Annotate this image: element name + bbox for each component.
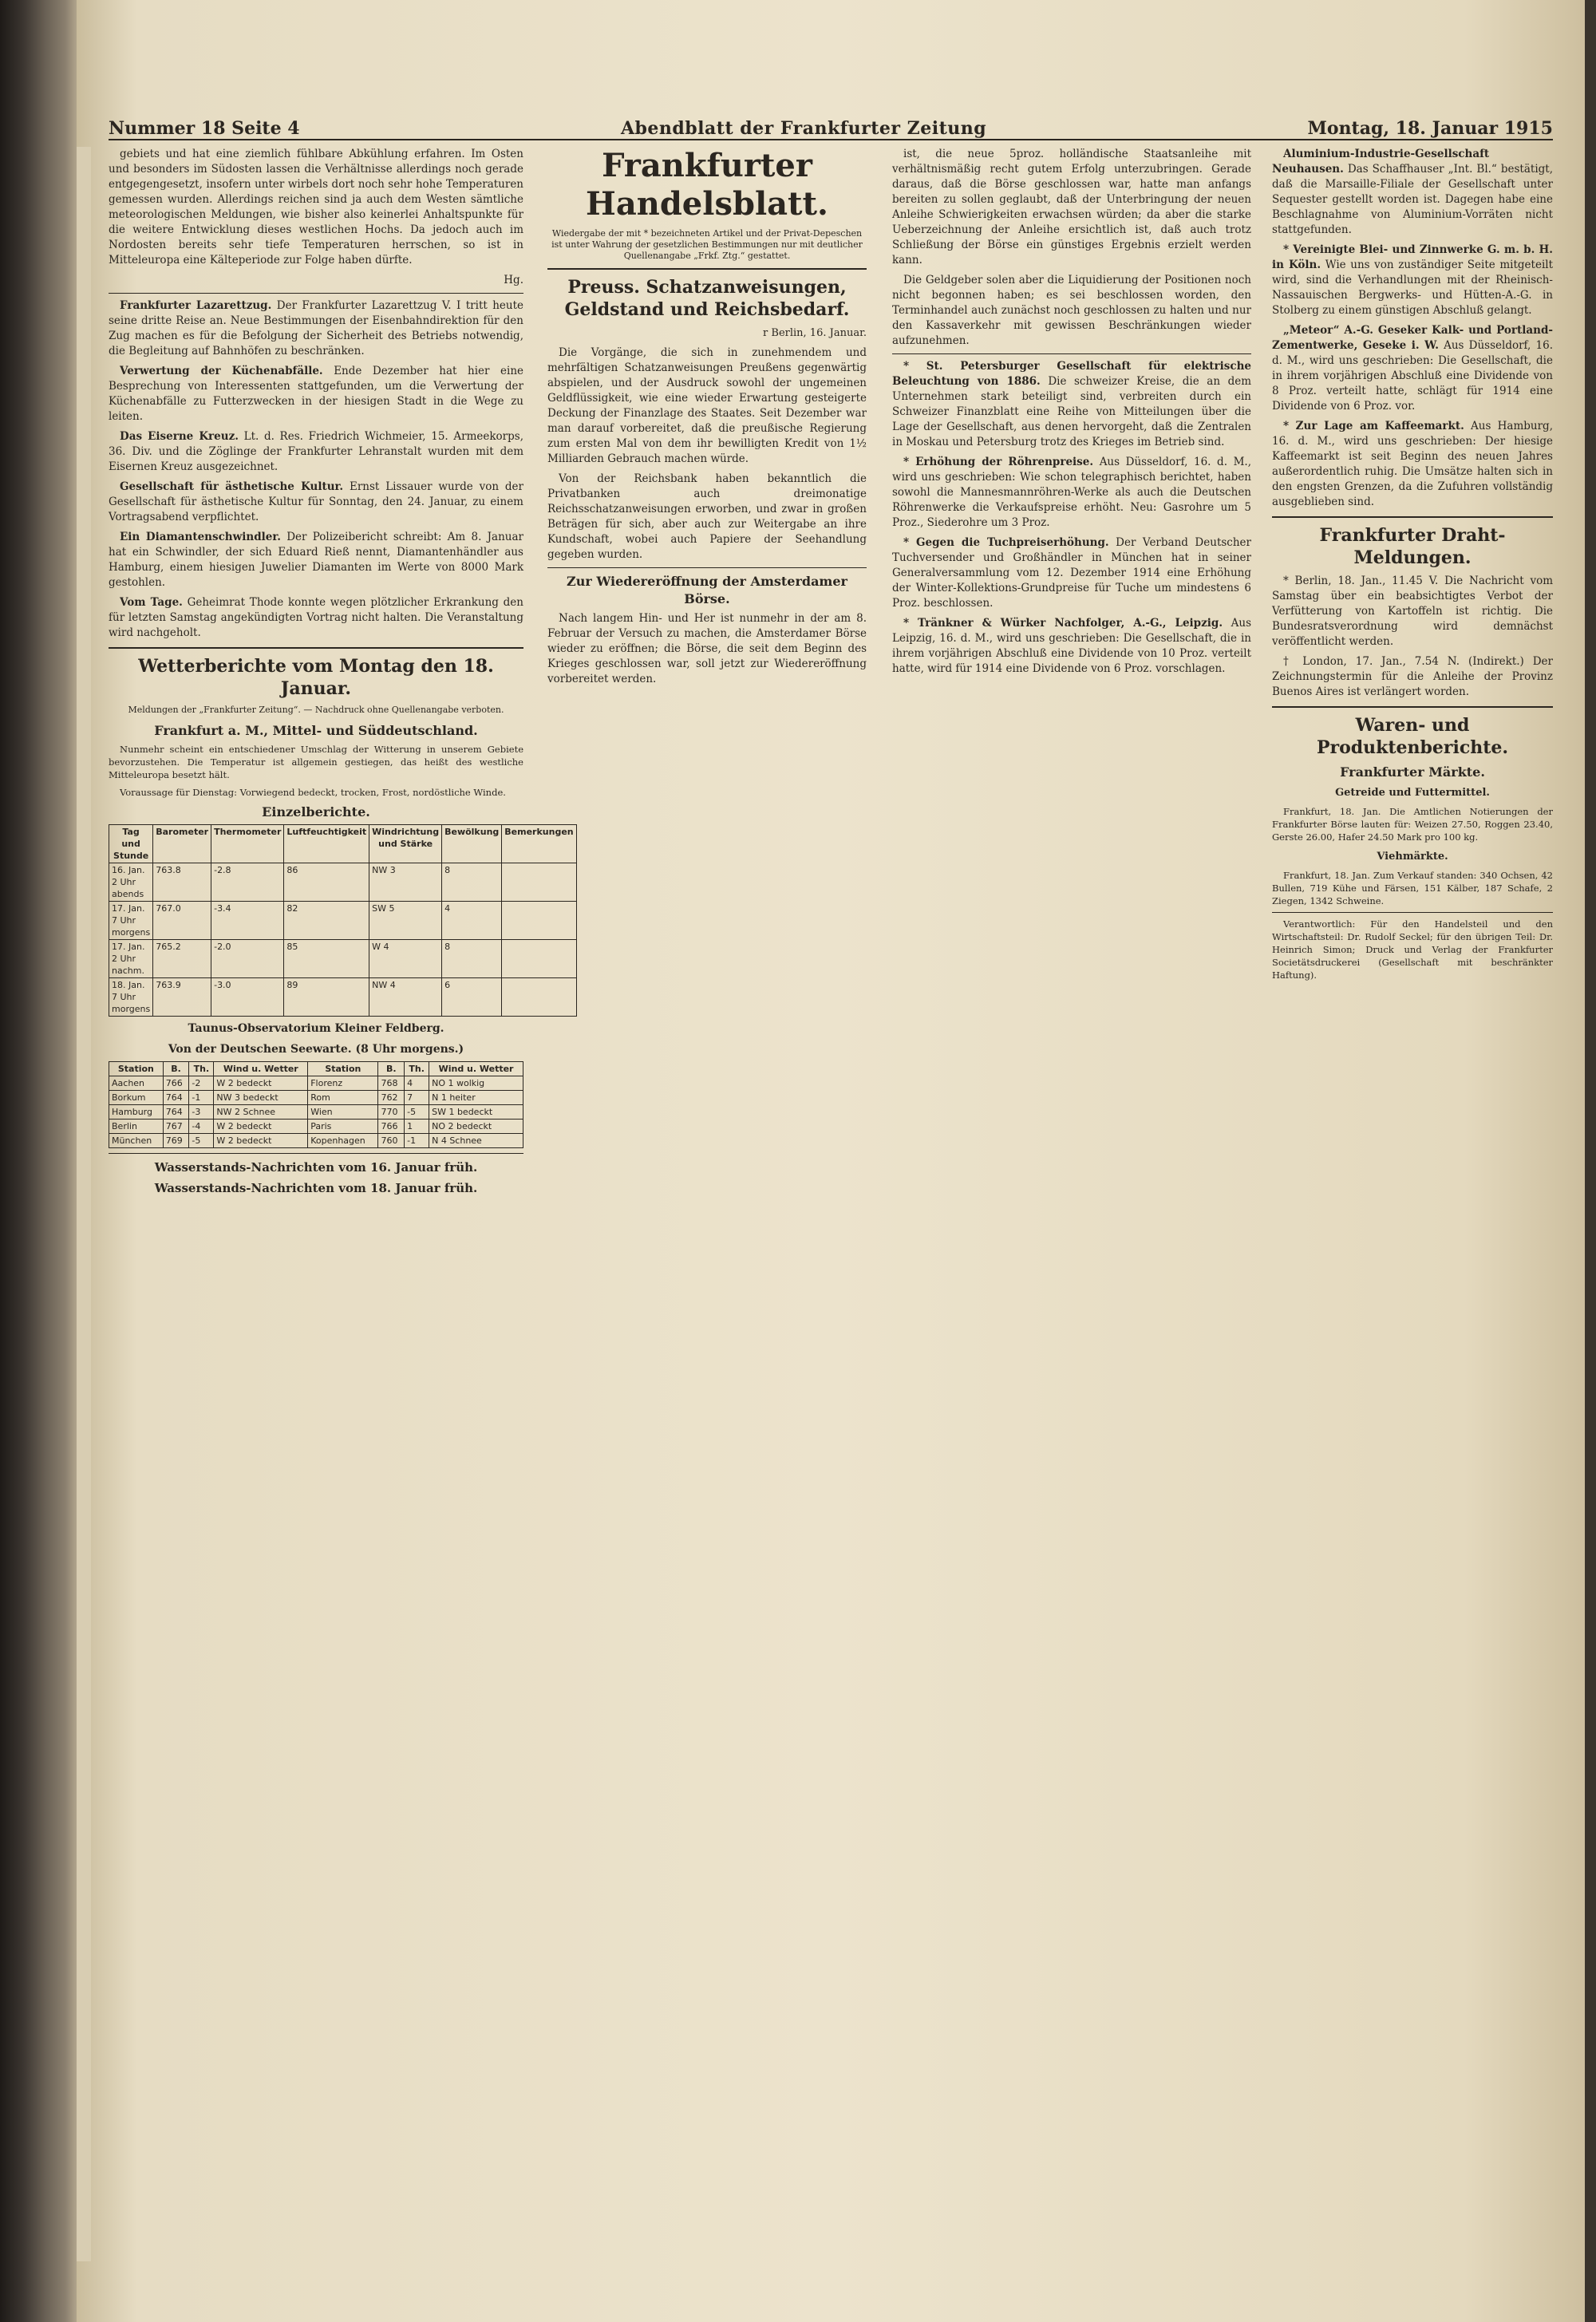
vieh-text: Frankfurt, 18. Jan. Zum Verkauf standen: 340 Ochsen, 42 Bullen, 719 Kühe und Färsen, 151 Kälber, 187 Schafe, 2 Ziegen, 1342 Schweine. xyxy=(1272,870,1553,906)
wetter-sub: Meldungen der „Frankfurter Zeitung“. — Nachdruck ohne Quellenangabe verboten. xyxy=(128,705,504,715)
einzel-cell: -2.8 xyxy=(211,863,284,902)
einzel-cell: 6 xyxy=(442,978,502,1017)
station-cell: 764 xyxy=(163,1105,189,1120)
vieh-title: Viehmärkte. xyxy=(1377,851,1448,863)
tuch-title: * Gegen die Tuchpreiserhöhung. xyxy=(903,536,1109,549)
einzel-cell xyxy=(502,940,576,978)
einzel-table xyxy=(109,824,577,1017)
tage-title: Vom Tage. xyxy=(120,596,183,609)
station-table xyxy=(109,1061,523,1148)
station-row xyxy=(109,1120,523,1134)
station-cell: NW 2 Schnee xyxy=(214,1105,308,1120)
einzel-cell: 763.8 xyxy=(153,863,211,902)
einzel-title: Einzelberichte. xyxy=(262,804,370,819)
handelsblatt-title: Frankfurter Handelsblatt. xyxy=(586,147,828,223)
kaffee-title: * Zur Lage am Kaffeemarkt. xyxy=(1283,420,1464,432)
einzel-header: Windrichtung und Stärke xyxy=(369,825,442,863)
station-cell: 770 xyxy=(378,1105,405,1120)
station-cell: Kopenhagen xyxy=(308,1134,378,1148)
masthead: Abendblatt der Frankfurter Zeitung xyxy=(620,118,987,139)
station-cell: München xyxy=(109,1134,164,1148)
wetter-title: Wetterberichte vom Montag den 18. Januar. xyxy=(138,656,494,699)
einzel-cell xyxy=(502,978,576,1017)
schatz-p2: Von der Reichsbank haben bekanntlich die Privatbanken auch dreimonatige Reichsschatzanweisungen erworben, und zwar in großen Beträgen für sich, aber auch zur Weitergabe an ihre Kundschaft, wobei auch Papiere der Seehandlung gegeben wurden. xyxy=(547,472,867,561)
einzel-cell: 86 xyxy=(284,863,369,902)
station-header: Station xyxy=(109,1062,164,1076)
alum-text: Das Schaffhauser „Int. Bl.“ bestätigt, daß die Marsaille-Filiale der Gesellschaft unter Sequester gestellt worden ist. Dagegen habe eine Beschlagnahme von Aluminium-Vorräten nicht stattgefunden. xyxy=(1272,163,1553,236)
einzel-cell: SW 5 xyxy=(369,902,442,940)
station-cell: -3 xyxy=(189,1105,214,1120)
kreuz-title: Das Eiserne Kreuz. xyxy=(120,430,239,443)
station-cell: Florenz xyxy=(308,1076,378,1091)
lazarett-title: Frankfurter Lazarettzug. xyxy=(120,299,272,312)
einzel-cell: 18. Jan. 7 Uhr morgens xyxy=(109,978,153,1017)
kreuz-text: Lt. d. Res. Friedrich Wichmeier, 15. Armeekorps, 36. Div. und die Zöglinge der Frankfurter Lehranstalt wurden mit dem Eisernen Kreuz ausgezeichnet. xyxy=(109,430,523,473)
roehren-title: * Erhöhung der Röhrenpreise. xyxy=(903,456,1094,468)
schatz-dateline: r Berlin, 16. Januar. xyxy=(763,327,867,339)
station-cell: 768 xyxy=(378,1076,405,1091)
einzel-cell: 8 xyxy=(442,863,502,902)
next-page-edge xyxy=(1585,0,1596,2322)
station-cell: Berlin xyxy=(109,1120,164,1134)
einzel-header: Luftfeuchtigkeit xyxy=(284,825,369,863)
newspaper-page xyxy=(77,0,1585,2322)
station-cell: -5 xyxy=(189,1134,214,1148)
einzel-cell: -2.0 xyxy=(211,940,284,978)
tuch-text: Der Verband Deutscher Tuchversender und Großhändler in München hat in seiner Generalversammlung vom 12. Dezember 1914 eine Erhöhung der Winter-Kollektions-Grundpreise für Tuche um mindestens 6 Proz. beschlossen. xyxy=(892,536,1251,610)
einzel-cell: 765.2 xyxy=(153,940,211,978)
station-cell: 769 xyxy=(163,1134,189,1148)
station-cell: Wien xyxy=(308,1105,378,1120)
column-2 xyxy=(547,147,867,692)
waren-title: Waren- und Produktenberichte. xyxy=(1316,715,1509,758)
station-header: Wind u. Wetter xyxy=(429,1062,523,1076)
station-cell: 766 xyxy=(163,1076,189,1091)
einzel-cell: W 4 xyxy=(369,940,442,978)
einzel-row xyxy=(109,940,577,978)
station-cell: 767 xyxy=(163,1120,189,1134)
station-cell: 762 xyxy=(378,1091,405,1105)
station-cell: 766 xyxy=(378,1120,405,1134)
amsterdam-p1: ist, die neue 5proz. holländische Staatsanleihe mit verhältnismäßig recht gutem Erfolg unterzubringen. Gerade daraus, daß die Börse geschlossen war, hatte man anfangs bereiten zu sollen geglaubt, daß der Unterbringung der neuen Anleihe Schwierigkeiten erwachsen würden; da aber die starke Ueberzeichnung der Anleihe ersichtlich ist, daß auch trotz Schließung der Börse ein günstiges Ergebnis erzielt werden kann. xyxy=(892,148,1251,267)
kaffee-text: Aus Hamburg, 16. d. M., wird uns geschrieben: Der hiesige Kaffeemarkt ist seit Beginn des neuen Jahres außerordentlich ruhig. Die Umsätze halten sich in den engsten Grenzen, da die Zufuhren vollständig ausgeblieben sind. xyxy=(1272,420,1553,508)
column-1 xyxy=(109,147,574,1200)
station-header: B. xyxy=(378,1062,405,1076)
station-cell: 764 xyxy=(163,1091,189,1105)
page-header xyxy=(109,104,1553,140)
einzel-cell: 89 xyxy=(284,978,369,1017)
einzel-header: Bemerkungen xyxy=(502,825,576,863)
station-cell: -5 xyxy=(405,1105,429,1120)
einzel-cell: -3.0 xyxy=(211,978,284,1017)
station-header: Th. xyxy=(405,1062,429,1076)
einzel-cell: 17. Jan. 2 Uhr nachm. xyxy=(109,940,153,978)
page-date: Montag, 18. Januar 1915 xyxy=(1307,118,1553,139)
station-cell: N 1 heiter xyxy=(429,1091,523,1105)
station-cell: Aachen xyxy=(109,1076,164,1091)
einzel-cell: 17. Jan. 7 Uhr morgens xyxy=(109,902,153,940)
einzel-header: Barometer xyxy=(153,825,211,863)
book-binding xyxy=(0,0,77,2322)
maerkte-text: Frankfurt, 18. Jan. Die Amtlichen Notierungen der Frankfurter Börse lauten für: Weizen 27.50, Roggen 23.40, Gerste 26.00, Hafer 24.50 Mark pro 100 kg. xyxy=(1272,806,1553,843)
column-3 xyxy=(892,147,1251,681)
station-cell: -4 xyxy=(189,1120,214,1134)
station-cell: Rom xyxy=(308,1091,378,1105)
taunus-title: Taunus-Observatorium Kleiner Feldberg. xyxy=(188,1022,444,1035)
diamant-title: Ein Diamantenschwindler. xyxy=(120,531,281,543)
station-cell: -1 xyxy=(405,1134,429,1148)
lazarett-text: Der Frankfurter Lazarettzug V. I tritt heute seine dritte Reise an. Neue Bestimmungen der Eisenbahndirektion für den Zug machen es für die Befolgung der Sicherheit des Betriebs notwendig, die Begleitung auf Bahnhöfen zu beschränken. xyxy=(109,299,524,357)
einzel-cell: NW 3 xyxy=(369,863,442,902)
wetter-forecast: Voraussage für Dienstag: Vorwiegend bedeckt, trocken, Frost, nordöstliche Winde. xyxy=(120,787,506,798)
einzel-cell: 8 xyxy=(442,940,502,978)
einzel-cell: -3.4 xyxy=(211,902,284,940)
einzel-cell: NW 4 xyxy=(369,978,442,1017)
station-cell: W 2 bedeckt xyxy=(214,1134,308,1148)
wetter-text: Nunmehr scheint ein entschiedener Umschlag der Witterung in unserem Gebiete bevorzustehen. Die Temperatur ist allgemein gestiegen, das heißt des westliche Mitteleuropa besetzt hält. xyxy=(109,744,523,780)
handelsblatt-sub: Wiedergabe der mit * bezeichneten Artikel und der Privat-Depeschen ist unter Wahrung der gesetzlichen Bestimmungen nur mit deutlicher Quellenangabe „Frkf. Ztg.“ gestattet. xyxy=(551,228,863,261)
blei-text: Wie uns von zuständiger Seite mitgeteilt wird, sind die Verhandlungen mit der Rheinisch-Nassauischen Bergwerks- und Hütten-A.-G. in Stolberg zu einem günstigen Abschluß gelangt. xyxy=(1272,259,1554,317)
weather-intro: gebiets und hat eine ziemlich fühlbare Abkühlung erfahren. Im Osten und besonders im Südosten lassen die Verhältnisse allerdings noch gerade entgegengesetzt, insofern unter wirbels dort noch sehr hohe Temperaturen gemessen wurden. Allerdings reichen sind ja auch dem Westen sämtliche meteorologischen Meldungen, wie bisher also keinerlei Anhaltspunkte für die weitere Entwicklung dieses westlichen Hochs. Da jedoch auch im Nordosten bereits sehr tiefe Temperaturen herrschen, so ist in Mitteleuropa eine Kälteperiode zur Folge haben dürfte. xyxy=(109,148,523,267)
station-cell: N 4 Schnee xyxy=(429,1134,523,1148)
station-cell: 760 xyxy=(378,1134,405,1148)
station-cell: 7 xyxy=(405,1091,429,1105)
boerse-text: Nach langem Hin- und Her ist nunmehr in der am 8. Februar der Versuch zu machen, die Amsterdamer Börse wieder zu eröffnen; die Börse, die seit dem Beginn des Krieges geschlossen war, soll jetzt zur Wiedereröffnung vorbereitet werden. xyxy=(547,612,867,685)
station-cell: NO 2 bedeckt xyxy=(429,1120,523,1134)
draht-text: * Berlin, 18. Jan., 11.45 V. Die Nachricht vom Samstag über ein beabsichtigtes Verbot der Verfütterung von Kartoffeln ist richtig. Die Bundesratsverordnung wird demnächst veröffentlicht werden. xyxy=(1272,575,1553,648)
einzel-row xyxy=(109,863,577,902)
boerse-title: Zur Wiedereröffnung der Amsterdamer Börse. xyxy=(567,574,847,606)
station-header: Wind u. Wetter xyxy=(214,1062,308,1076)
page-number: Nummer 18 Seite 4 xyxy=(109,118,300,139)
einzel-cell: 82 xyxy=(284,902,369,940)
wasser1-title: Wasserstands-Nachrichten vom 16. Januar früh. xyxy=(154,1160,478,1175)
einzel-cell: 85 xyxy=(284,940,369,978)
station-cell: 4 xyxy=(405,1076,429,1091)
einzel-cell xyxy=(502,863,576,902)
draht-title: Frankfurter Draht-Meldungen. xyxy=(1319,525,1506,568)
station-row xyxy=(109,1076,523,1091)
einzel-cell xyxy=(502,902,576,940)
alum-title: Aluminium-Industrie-Gesellschaft Neuhausen. xyxy=(1272,148,1490,176)
station-cell: W 2 bedeckt xyxy=(214,1076,308,1091)
seewarte-title: Von der Deutschen Seewarte. (8 Uhr morgens.) xyxy=(168,1043,464,1056)
weather-sign: Hg. xyxy=(504,274,523,286)
blei-title: * Vereinigte Blei- und Zinnwerke G. m. b. H. in Köln. xyxy=(1272,243,1553,271)
einzel-cell: 767.0 xyxy=(153,902,211,940)
meteor-title: „Meteor“ A.-G. Geseker Kalk- und Portland-Zementwerke, Geseke i. W. xyxy=(1272,324,1553,352)
einzel-header: Tag und Stunde xyxy=(109,825,153,863)
roehren-text: Aus Düsseldorf, 16. d. M., wird uns geschrieben: Wie schon telegraphisch berichtet, haben sowohl die Mannesmannröhren-Werke als auch die Deutschen Röhrenwerke die Verkaufspreise erhöht. Neu: Gasrohre um 5 Proz., Siederohre um 3 Proz. xyxy=(892,456,1252,529)
kultur-text: Ernst Lissauer wurde von der Gesellschaft für ästhetische Kultur für Sonntag, den 24. Januar, zu einem Vortragsabend verpflichtet. xyxy=(109,480,523,523)
amsterdam-p2: Die Geldgeber solen aber die Liquidierung der Positionen noch nicht begonnen haben; es sei beschlossen worden, den Terminhandel auch zunächst noch geschlossen zu halten und nur den Kassaverkehr mit gewissen Beschränkungen wieder aufzunehmen. xyxy=(892,274,1251,347)
einzel-cell: 763.9 xyxy=(153,978,211,1017)
einzel-cell: 4 xyxy=(442,902,502,940)
impressum: Verantwortlich: Für den Handelsteil und den Wirtschaftsteil: Dr. Rudolf Seckel; für den übrigen Teil: Dr. Heinrich Simon; Druck und Verlag der Frankfurter Societätsdruckerei (Gesellschaft mit beschränkter Haftung). xyxy=(1272,918,1553,981)
station-cell: Paris xyxy=(308,1120,378,1134)
kultur-title: Gesellschaft für ästhetische Kultur. xyxy=(120,480,344,493)
wasser2-title: Wasserstands-Nachrichten vom 18. Januar früh. xyxy=(154,1181,478,1195)
london-text: † London, 17. Jan., 7.54 N. (Indirekt.) Der Zeichnungstermin für die Anleihe der Provinz Buenos Aires ist verlängert worden. xyxy=(1272,655,1553,698)
station-cell: 1 xyxy=(405,1120,429,1134)
station-row xyxy=(109,1105,523,1120)
station-cell: NW 3 bedeckt xyxy=(214,1091,308,1105)
petersburg-text: Die schweizer Kreise, die an dem Unternehmen stark beteiligt sind, verbreiten durch ein Schweizer Finanzblatt eine Reihe von Mitteilungen über die Lage der Gesellschaft, aus denen hervorgeht, daß die Zentralen in Moskau und Petersburg trotz des Krieges im Betrieb sind. xyxy=(892,375,1251,448)
traenkner-text: Aus Leipzig, 16. d. M., wird uns geschrieben: Die Gesellschaft, die in ihrem vorjährigen Abschluß eine Dividende von 10 Proz. verteilt hatte, wird für 1914 eine Dividende von 6 Proz. vorschlagen. xyxy=(892,617,1251,675)
station-cell: -2 xyxy=(189,1076,214,1091)
schatz-p1: Die Vorgänge, die sich in zunehmendem und mehrfältigen Schatzanweisungen Preußens gegenwärtig abspielen, und der Ausdruck sowohl der ungemeinen Geldflüssigkeit, wie eine wieder Erwartung gesteigerte Deckung der Finanzlage des Staates. Seit Dezember war man darauf vorbereitet, daß die preußische Regierung zum ersten Mal von dem ihr bewilligten Kredit von 1½ Milliarden Gebrauch machen würde. xyxy=(547,346,867,465)
tage-text: Geheimrat Thode konnte wegen plötzlicher Erkrankung den für letzten Samstag angekündigten Vortrag nicht halten. Die Veranstaltung wird nachgeholt. xyxy=(109,596,523,639)
einzel-header: Bewölkung xyxy=(442,825,502,863)
column-4 xyxy=(1272,147,1553,986)
station-cell: Borkum xyxy=(109,1091,164,1105)
station-cell: Hamburg xyxy=(109,1105,164,1120)
station-header: Station xyxy=(308,1062,378,1076)
previous-page-edge xyxy=(77,147,91,2261)
station-row xyxy=(109,1091,523,1105)
meteor-text: Aus Düsseldorf, 16. d. M., wird uns geschrieben: Die Gesellschaft, die in ihrem vorjährigen Abschluß eine Dividende von 8 Proz. verteilt hatte, schlägt für 1914 eine Dividende von 6 Proz. vor. xyxy=(1272,339,1553,413)
station-cell: -1 xyxy=(189,1091,214,1105)
einzel-row xyxy=(109,902,577,940)
wetter-head: Frankfurt a. M., Mittel- und Süddeutschland. xyxy=(154,723,478,738)
station-row xyxy=(109,1134,523,1148)
einzel-cell: 16. Jan. 2 Uhr abends xyxy=(109,863,153,902)
station-header: Th. xyxy=(189,1062,214,1076)
schatz-head: Preuss. Schatzanweisungen, Geldstand und Reichsbedarf. xyxy=(564,277,850,320)
station-header: B. xyxy=(163,1062,189,1076)
traenkner-title: * Tränkner & Würker Nachfolger, A.-G., Leipzig. xyxy=(903,617,1223,630)
station-cell: W 2 bedeckt xyxy=(214,1120,308,1134)
einzel-row xyxy=(109,978,577,1017)
maerkte-sub: Getreide und Futtermittel. xyxy=(1335,787,1490,799)
kuechen-text: Ende Dezember hat hier eine Besprechung von Interessenten stattgefunden, um die Verwertung der Küchenabfälle zu Futterzwecken in der hiesigen Stadt in die Wege zu leiten. xyxy=(109,365,524,423)
station-cell: NO 1 wolkig xyxy=(429,1076,523,1091)
einzel-header: Thermometer xyxy=(211,825,284,863)
diamant-text: Der Polizeibericht schreibt: Am 8. Januar hat ein Schwindler, der sich Eduard Rieß nennt, Diamantenhändler aus Hamburg, einem hiesigen Juwelier Diamanten im Werte von 8000 Mark gestohlen. xyxy=(109,531,523,589)
petersburg-title: * St. Petersburger Gesellschaft für elektrische Beleuchtung von 1886. xyxy=(892,360,1251,388)
kuechen-title: Verwertung der Küchenabfälle. xyxy=(120,365,323,377)
station-cell: SW 1 bedeckt xyxy=(429,1105,523,1120)
maerkte-title: Frankfurter Märkte. xyxy=(1340,764,1485,780)
